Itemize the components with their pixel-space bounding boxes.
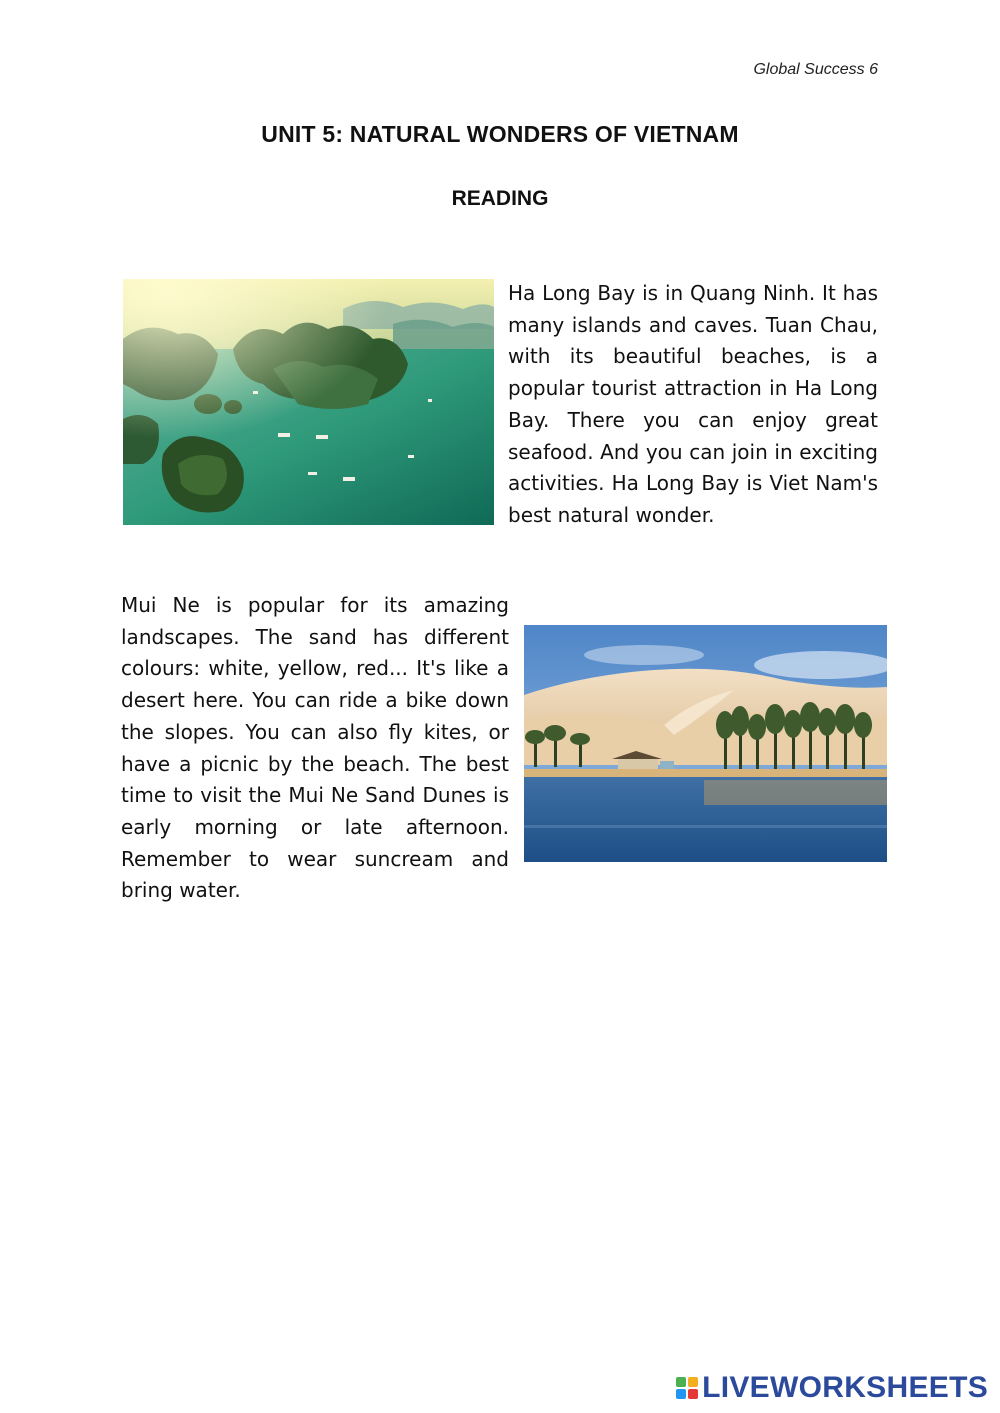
liveworksheets-badge-icon: [676, 1377, 698, 1399]
liveworksheets-wordmark: LIVEWORKSHEETS: [702, 1371, 988, 1404]
mui-ne-sand-dunes-photo: [524, 625, 887, 862]
section-title: READING: [451, 187, 549, 210]
unit-title: UNIT 5: NATURAL WONDERS OF VIETNAM: [261, 121, 739, 147]
ha-long-bay-photo: [123, 279, 494, 525]
ha-long-bay-passage: Ha Long Bay is in Quang Ninh. It has many islands and caves. Tuan Chau, with its beautiful beaches, is a popular tourist attraction in Ha Long Bay. There you can enjoy great seafood. And you can join in exciting activities. Ha Long Bay is Viet Nam's best natural wonder.: [508, 281, 878, 527]
book-label: Global Success 6: [753, 61, 878, 78]
mui-ne-passage: Mui Ne is popular for its amazing landscapes. The sand has different colours: white, yellow, red... It's like a desert here. You can ride a bike down the slopes. You can also fly kites, or have a picnic by the beach. The best time to visit the Mui Ne Sand Dunes is early morning or late afternoon. Remember to wear suncream and bring water.: [121, 593, 509, 903]
liveworksheets-logo: [676, 1371, 988, 1405]
